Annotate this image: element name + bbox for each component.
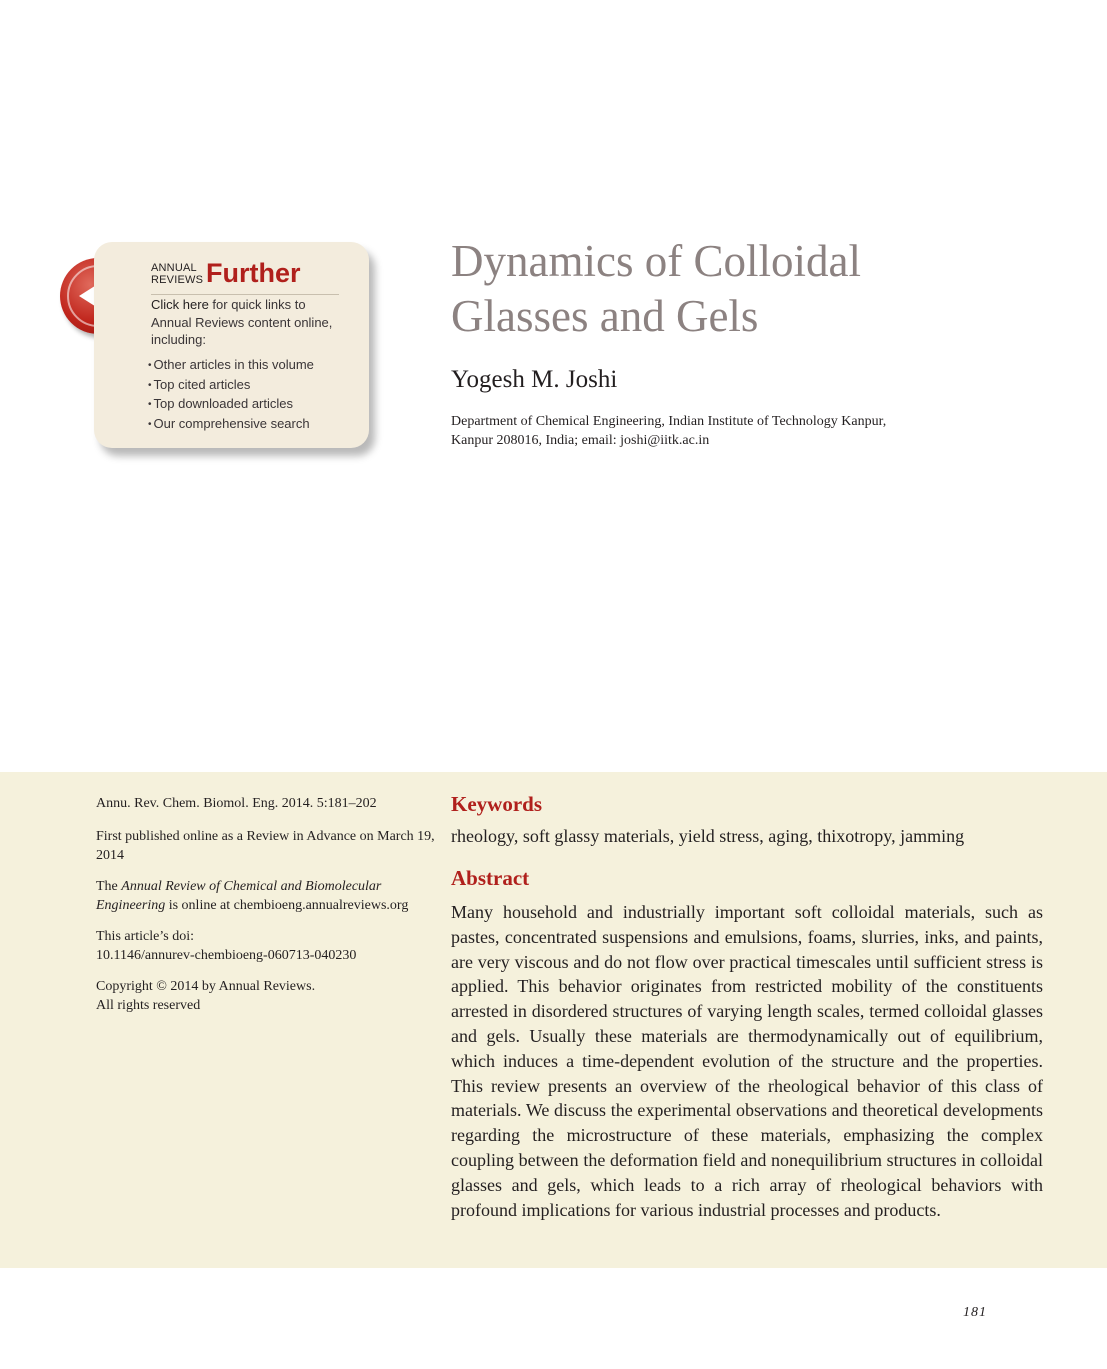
affiliation-line-1: Department of Chemical Engineering, Indian Institute of Technology Kanpur, [451,414,887,429]
link-comprehensive-search[interactable]: • Our comprehensive search [148,415,314,435]
annual-reviews-logo [151,262,203,286]
author-affiliation [451,412,1011,450]
journal-name: Annual Review of Chemical and Biomolecular Engineering [96,879,382,913]
further-header [151,260,339,295]
doi-value[interactable]: 10.1146/annurev-chembioeng-060713-040230 [96,948,357,963]
copyright-block [96,977,436,1015]
further-links [148,356,314,434]
further-title: Further [206,258,301,288]
further-intro-text: for quick links to Annual Reviews content online, including: [151,297,333,347]
citation: Annu. Rev. Chem. Biomol. Eng. 2014. 5:181–202 [96,796,377,811]
keywords-text: rheology, soft glassy materials, yield stress, aging, thixotropy, jamming [451,826,965,846]
doi-block [96,927,436,965]
copyright: Copyright © 2014 by Annual Reviews. [96,979,316,994]
article-title [451,234,1071,344]
journal-info [96,877,436,915]
link-top-cited[interactable]: • Top cited articles [148,376,314,396]
logo-line-2: REVIEWS [151,274,204,286]
publication-date: First published online as a Review in Advance on March 19, 2014 [96,829,435,863]
journal-prefix: The [96,879,122,894]
further-intro [151,296,343,349]
further-callout[interactable] [60,238,384,464]
abstract-heading: Abstract [451,866,530,890]
link-top-downloaded[interactable]: • Top downloaded articles [148,395,314,415]
affiliation-line-2: Kanpur 208016, India; email: joshi@iitk.ac.in [451,433,710,448]
keywords-heading: Keywords [451,792,542,816]
author-name: Yogesh M. Joshi [451,366,618,393]
logo-line-1: ANNUAL [151,262,197,274]
rights: All rights reserved [96,998,201,1013]
page-number: 181 [963,1305,987,1320]
doi-label: This article’s doi: [96,929,194,944]
link-other-articles[interactable]: • Other articles in this volume [148,356,314,376]
click-here-link[interactable]: Click here [151,297,209,312]
title-line-2: Glasses and Gels [451,291,759,341]
article-metadata [96,794,436,1027]
abstract-text: Many household and industrially important soft colloidal materials, such as pastes, concentrated suspensions and emulsions, foams, slurries, inks, and paints, are very viscous and do not flow over practical timescales until sufficient stress is applied. This behavior originates from restricted mobility of the constituents arrested in disordered structures of varying length scales, termed colloidal glasses and gels. Usually these materials are thermodynamically out of equilibrium, which induces a time-dependent evolution of the structure and the properties. This review presents an overview of the rheological behavior of this class of materials. We discuss the experimental observations and theoretical developments regarding the microstructure of these materials, emphasizing the complex coupling between the deformation field and nonequilibrium structures in colloidal glasses and gels, which leads to a rich array of rheological behaviors with profound implications for various industrial processes and products. [451,902,1043,1220]
journal-url: is online at chembioeng.annualreviews.org [165,898,409,913]
title-line-1: Dynamics of Colloidal [451,236,861,286]
